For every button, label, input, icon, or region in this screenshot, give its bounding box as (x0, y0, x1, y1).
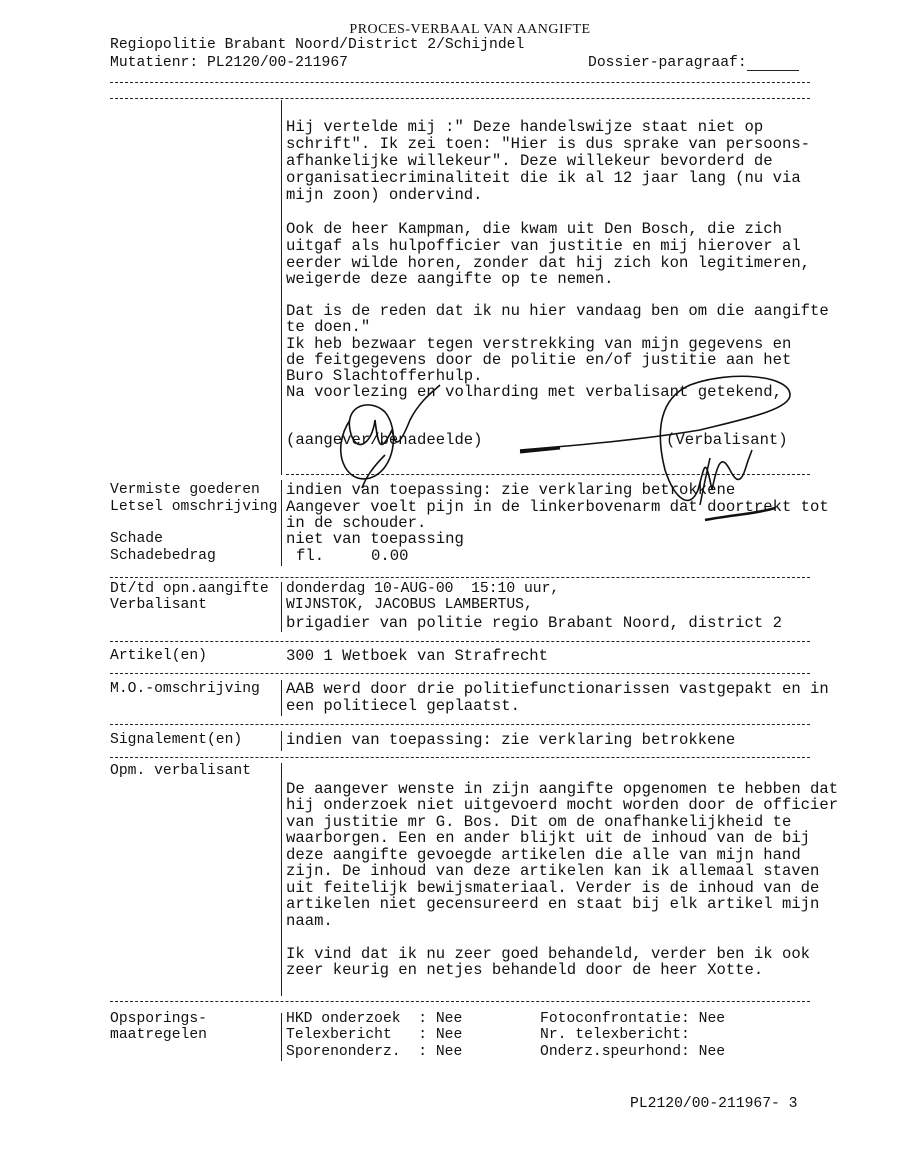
statement-line: eerder wilde horen, zonder dat hij zich kon legitimeren, (286, 254, 811, 272)
signature-label-victim: (aangever/benadeelde) (286, 431, 483, 449)
statement-line: weigerde deze aangifte op te nemen. (286, 270, 614, 288)
statement-line: Na voorlezing en volharding met verbalisant getekend, (286, 383, 782, 401)
label-officer: Verbalisant (110, 597, 207, 613)
damage-currency: fl. (296, 547, 325, 565)
remarks-line: De aangever wenste in zijn aangifte opgenomen te hebben dat (286, 780, 839, 798)
label-mo: M.O.-omschrijving (110, 681, 260, 697)
label-injury: Letsel omschrijving (110, 499, 278, 515)
divider (110, 98, 810, 99)
label-investigation: maatregelen (110, 1027, 207, 1043)
label-investigation: Opsporings- (110, 1011, 207, 1027)
dossier-paragraph-label: Dossier-paragraaf: (588, 55, 747, 71)
remarks-line: van justitie mr G. Bos. Dit om de onafhankelijkheid te (286, 813, 792, 831)
divider (110, 577, 810, 578)
divider (110, 82, 810, 83)
statement-line: mijn zoon) ondervind. (286, 186, 483, 204)
statement-line: te doen." (286, 318, 371, 336)
value-officer-name: WIJNSTOK, JACOBUS LAMBERTUS, (286, 597, 533, 613)
column-rule (281, 582, 282, 632)
investigation-telex-nr: Nr. telexbericht: (540, 1027, 690, 1043)
statement-line: Hij vertelde mij :" Deze handelswijze staat niet op (286, 118, 764, 136)
column-rule (281, 731, 282, 751)
remarks-line: deze aangifte gevoegde artikelen die alle van mijn hand (286, 846, 801, 864)
investigation-telex: Telexbericht : Nee (286, 1027, 463, 1043)
document-title: PROCES-VERBAAL VAN AANGIFTE (349, 22, 591, 37)
label-missing-goods: Vermiste goederen (110, 482, 260, 498)
label-article: Artikel(en) (110, 648, 207, 664)
remarks-line: zijn. De inhoud van deze artikelen kan ik allemaal staven (286, 862, 820, 880)
organisation: Regiopolitie Brabant Noord/District 2/Schijndel (110, 37, 525, 53)
value-damage: niet van toepassing (286, 530, 464, 548)
label-damage: Schade (110, 531, 163, 547)
remarks-line: zeer keurig en netjes behandeld door de heer Xotte. (286, 961, 764, 979)
investigation-hkd: HKD onderzoek : Nee (286, 1011, 463, 1027)
label-datetime: Dt/td opn.aangifte (110, 581, 269, 597)
signature-label-officer: (Verbalisant) (666, 431, 788, 449)
label-description: Signalement(en) (110, 732, 243, 748)
mutation-number: Mutatienr: PL2120/00-211967 (110, 55, 348, 71)
divider (110, 673, 810, 674)
column-rule (281, 1013, 282, 1061)
statement-line: Ik heb bezwaar tegen verstrekking van mijn gegevens en (286, 335, 792, 353)
value-description: indien van toepassing: zie verklaring betrokkene (286, 731, 736, 749)
column-rule (281, 480, 282, 566)
damage-amount: 0.00 (371, 547, 409, 565)
dossier-paragraph-blank (747, 70, 799, 71)
statement-line: Ook de heer Kampman, die kwam uit Den Bosch, die zich (286, 220, 782, 238)
remarks-line: Ik vind dat ik nu zeer goed behandeld, verder ben ik ook (286, 945, 811, 963)
remarks-line: uit feitelijk bewijsmateriaal. Verder is de inhoud van de (286, 879, 820, 897)
statement-line: uitgaf als hulpofficier van justitie en mij hierover al (286, 237, 801, 255)
investigation-photo: Fotoconfrontatie: Nee (540, 1011, 726, 1027)
page-reference: PL2120/00-211967- 3 (630, 1096, 798, 1112)
divider (286, 474, 810, 475)
column-rule (281, 680, 282, 716)
label-damage-amount: Schadebedrag (110, 548, 216, 564)
statement-line: Buro Slachtofferhulp. (286, 367, 483, 385)
remarks-line: hij onderzoek niet uitgevoerd mocht worden door de officier (286, 796, 839, 814)
divider (110, 641, 810, 642)
label-officer-remarks: Opm. verbalisant (110, 763, 252, 779)
statement-line: Dat is de reden dat ik nu hier vandaag ben om die aangifte (286, 302, 829, 320)
value-injury: in de schouder. (286, 514, 427, 532)
value-missing-goods: indien van toepassing: zie verklaring betrokkene (286, 481, 736, 499)
value-mo: een politiecel geplaatst. (286, 697, 520, 715)
column-rule (281, 100, 282, 475)
divider (110, 1001, 810, 1002)
statement-line: organisatiecriminaliteit die ik al 12 jaar lang (nu via (286, 169, 801, 187)
value-article: 300 1 Wetboek van Strafrecht (286, 647, 549, 665)
statement-line: de feitgegevens door de politie en/of justitie aan het (286, 351, 792, 369)
remarks-line: waarborgen. Een en ander blijkt uit de inhoud van de bij (286, 829, 811, 847)
investigation-dog: Onderz.speurhond: Nee (540, 1044, 726, 1060)
value-datetime: donderdag 10-AUG-00 15:10 uur, (286, 581, 560, 597)
divider (110, 724, 810, 725)
value-mo: AAB werd door drie politiefunctionarissen vastgepakt en in (286, 680, 829, 698)
remarks-line: artikelen niet gecensureerd en staat bij elk artikel mijn (286, 895, 820, 913)
investigation-traces: Sporenonderz. : Nee (286, 1044, 463, 1060)
divider (110, 757, 810, 758)
statement-line: afhankelijke willekeur". Deze willekeur bevorderd de (286, 152, 773, 170)
statement-line: schrift". Ik zei toen: "Hier is dus sprake van persoons- (286, 135, 811, 153)
value-injury: Aangever voelt pijn in de linkerbovenarm dat doortrekt tot (286, 498, 829, 516)
remarks-line: naam. (286, 912, 333, 930)
value-officer-rank: brigadier van politie regio Brabant Noord, district 2 (286, 614, 782, 632)
column-rule (281, 763, 282, 996)
